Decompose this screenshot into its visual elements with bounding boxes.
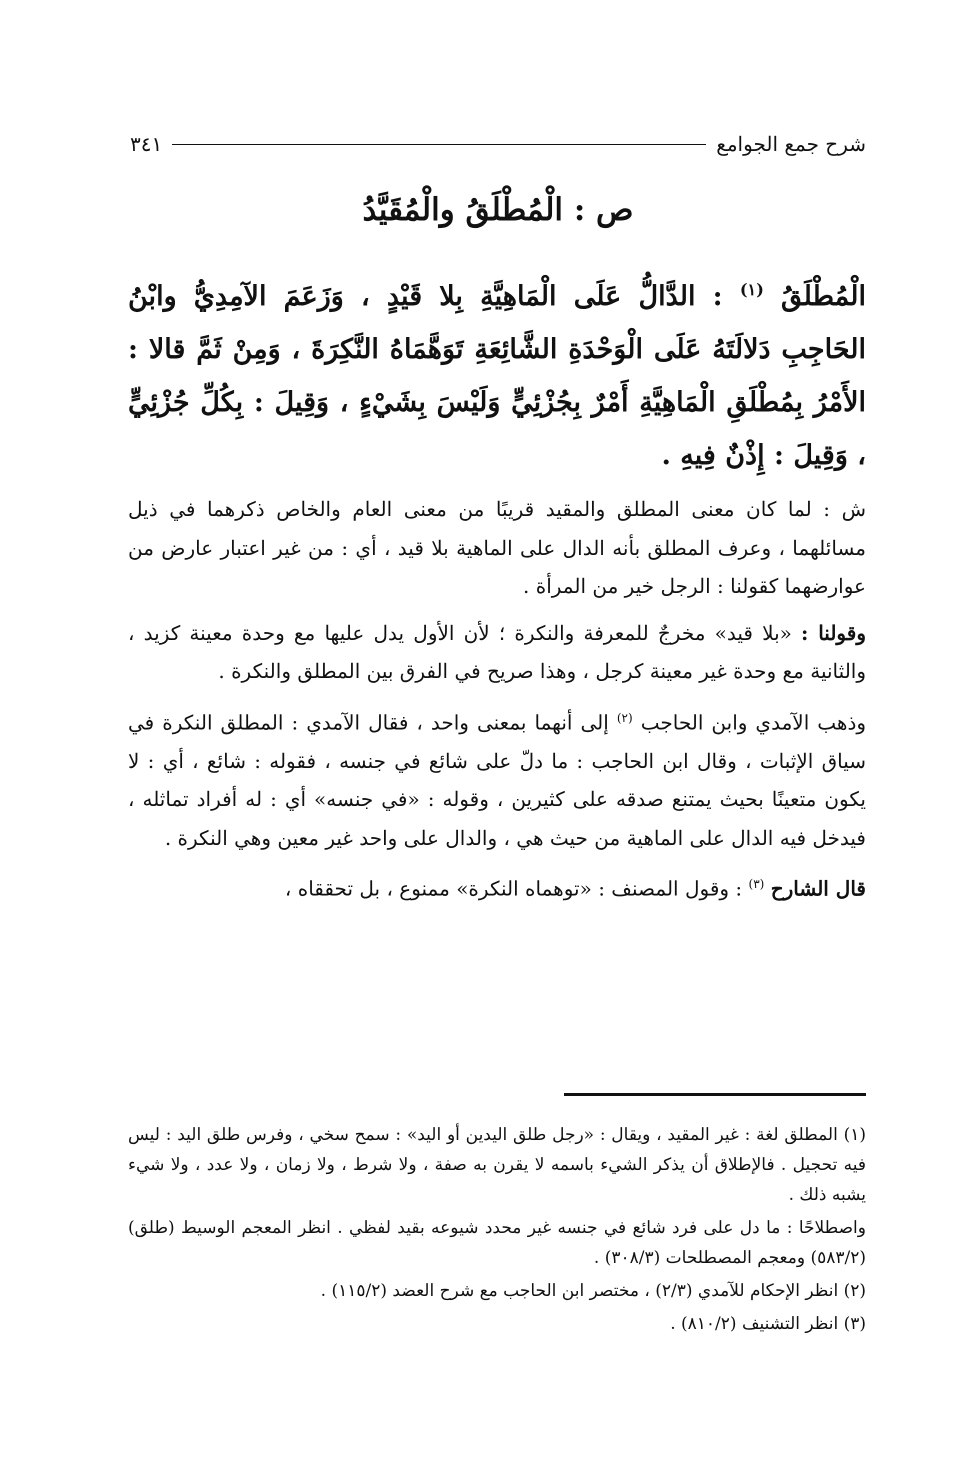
footnote-2: (٢) انظر الإحكام للآمدي (٢/٣) ، مختصر ابن الحاجب مع شرح العضد (١١٥/٢) . [320, 1281, 866, 1301]
header-rule [172, 144, 706, 145]
commentary-lead-2: وقولنا : [801, 620, 866, 645]
footnote-divider [564, 1093, 866, 1096]
commentary-text-3a: وذهب الآمدي وابن الحاجب [640, 710, 867, 735]
commentary-paragraph-3 [128, 699, 866, 858]
commentary-text-3b: إلى أنهما بمعنى واحد ، فقال الآمدي : المطلق النكرة في سياق الإثبات ، وقال ابن الحاجب : ما دلّ على شائع في جنسه ، فقوله : شائع ، أي : لا يكون متعينًا بحيث يمتنع صدقه على كثيرين ، وقوله : «في جنسه» أي : له أفراد تماثله ، فيدخل فيه الدال على الماهية من حيث هي ، والدال على واحد غير معين وهي النكرة . [128, 710, 866, 850]
book-title: شرح جمع الجوامع [716, 132, 866, 156]
footnote-1-continued: واصطلاحًا : ما دل على فرد شائع في جنسه غير محدد شيوعه بقيد لفظي . انظر المعجم الوسيط (طلق) (٥٨٣/٢) ومعجم المصطلحات (٣٠٨/٣) . [128, 1218, 866, 1268]
page-number: ٣٤١ [130, 132, 163, 156]
commentary [128, 490, 866, 916]
commentary-text-2: «بلا قيد» مخرجٌ للمعرفة والنكرة ؛ لأن الأول يدل عليها مع وحدة معينة كزيد ، والثانية مع وحدة غير معينة كرجل ، وهذا صريح في الفرق بين المطلق والنكرة . [128, 620, 866, 683]
commentary-paragraph-4 [128, 865, 866, 908]
footnotes [128, 1120, 866, 1342]
commentary-text-4: : وقول المصنف : «توهماه النكرة» ممنوع ، بل تحققاه ، [284, 876, 743, 901]
matn-body: : الدَّالُّ عَلَى الْمَاهِيَّةِ بِلا قَيْدٍ ، وَزَعَمَ الآمِدِيُّ وابْنُ الحَاجِبِ دَلالَتَهُ عَلَى الْوَحْدَةِ الشَّائِعَةِ تَوَهَّمَاهُ النَّكِرَةَ ، وَمِنْ ثَمَّ قالا : الأَمْرُ بِمُطْلَقِ الْمَاهِيَّةِ أَمْرٌ بِجُزْئِيٍّ وَلَيْسَ بِشَيْءٍ ، وَقِيلَ : بِكُلِّ جُزْئِيٍّ ، وَقِيلَ : إِذْنٌ فِيهِ . [128, 281, 866, 471]
footnote-ref-2: (٢) [616, 710, 633, 725]
footnote-ref-3: (٣) [748, 877, 765, 892]
footnote-1: (١) المطلق لغة : غير المقيد ، ويقال : «رجل طلق اليدين أو اليد» : سمح سخي ، وفرس طلق اليد : ليس فيه تحجيل . فالإطلاق أن يذكر الشيء باسمه لا يقرن به صفة ، ولا شرط ، ولا زمان ، ولا عدد ، ولا شيء يشبه ذلك . [128, 1125, 866, 1205]
matn-text [128, 263, 866, 482]
matn-term: الْمُطْلَقُ [781, 281, 866, 312]
footnote-ref-1: (١) [739, 280, 764, 299]
commentary-paragraph-1: ش : لما كان معنى المطلق والمقيد قريبًا من معنى العام والخاص ذكرهما في ذيل مسائلهما ، وعرف المطلق بأنه الدال على الماهية بلا قيد ، أي : من غير اعتبار عارض من عوارضهما كقولنا : الرجل خير من المرأة . [128, 497, 866, 598]
footnote-3: (٣) انظر التشنيف (٨١٠/٢) . [670, 1314, 866, 1334]
running-header [130, 128, 866, 160]
commentary-lead-4: قال الشارح [770, 876, 866, 901]
section-heading: ص : الْمُطْلَقُ والْمُقَيَّدُ [362, 192, 634, 228]
commentary-paragraph-2 [128, 614, 866, 691]
